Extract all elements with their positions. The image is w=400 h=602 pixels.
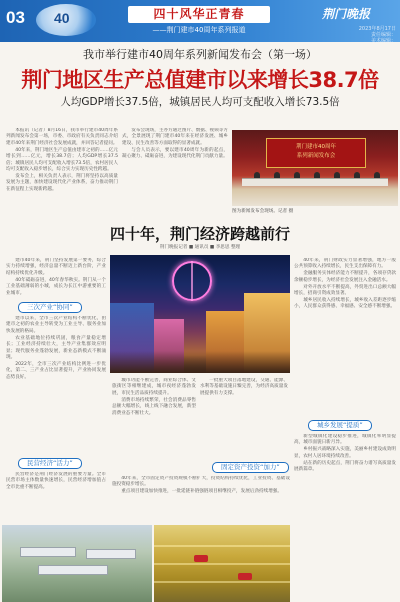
conference-screen: 荆门建市40周年 系列新闻发布会 xyxy=(266,138,366,168)
center-lower-after-badge: 40年来，全市固定资产投资规模不断扩大，投资结构持续优化，工业投资、基础设施投资稳步增长。 重点项目建设加快推进，一批延链补链强链项目相继投产，发展后劲持续增强。 xyxy=(112,476,290,495)
left-column-section2: 民营经济是荆门经济发展的重要力量。全市民营市场主体数量快速增长，民营经济增加值占全市比重不断提高。 xyxy=(6,472,106,490)
factory-roof xyxy=(20,547,76,557)
series-title: 四十风华正青春 xyxy=(128,6,270,23)
industrial-park-photo xyxy=(2,525,152,602)
feature-title: 四十年，荆门经济跨越前行 xyxy=(110,225,291,243)
middle-article: 发布会现场，主办方通过图片、数据、视频等方式，全景展现了荆门建市40年来在经济发展、城乡建设、民生改善等方面取得的显著成就。 与会人员表示，要以建市40周年为新的起点，凝心聚力、砥砺奋进，为建设现代化荆门贡献力量。 xyxy=(122,128,228,160)
badge-private-economy: 民营经济“活力” xyxy=(18,458,82,469)
center-lower-col1: 城市功能不断完善，商业综合体、文旅街区等相继建成，城市夜经济蓬勃发展，市民生活品质持续提升。 消费市场持续繁荣，社会消费品零售总额大幅增长，线上线下融合发展，新型消费业态不断壮大。 xyxy=(112,378,196,416)
headline-kicker: 我市举行建市40周年系列新闻发布会（第一场） xyxy=(83,48,317,61)
harvester-icon xyxy=(238,573,252,580)
right-column-bottom: 新型城镇化建设稳步推进，城镇化率明显提高，城市面貌日新月异。 乡村振兴战略深入实施，美丽乡村建设成效明显，农村人居环境持续改善。 站在新的历史起点，荆门将奋力谱写高质量发展新篇章。 xyxy=(294,434,396,473)
emblem-number: 40 xyxy=(54,10,70,26)
crowd-area xyxy=(110,351,290,373)
feature-byline: 荆门晚报记者 ■ 通讯员 ■ 李思思 整理 xyxy=(159,245,241,250)
series-subtitle: ——荆门建市40周年系列报道 xyxy=(152,26,246,34)
harvester-icon xyxy=(194,555,208,562)
right-column-top: 40年来，荆门财政实力显著增强，地方一般公共预算收入持续增长，民生支出保障有力。 金融服务实体经济能力不断提升，各项存贷款余额稳步增长，为经济社会发展注入金融活水。 对外开放水平不断提高，外贸进出口总额大幅增长，招商引资成效显著。 城乡居民收入持续增长，城乡收入差距逐步缩小，人民群众获得感、幸福感、安全感不断增强。 xyxy=(294,258,396,310)
photo-caption: 图为新闻发布会现场。记者 摄 xyxy=(232,209,294,214)
conference-photo xyxy=(232,130,398,206)
issue-info: 2023年8月17日 责任编辑： 美术编辑： xyxy=(358,26,396,44)
main-headline: 荆门地区生产总值建市以来增长38.7倍 xyxy=(21,68,379,92)
masthead xyxy=(0,0,400,42)
field-stripe xyxy=(154,563,290,565)
factory-roof xyxy=(38,565,108,575)
badge-urban-rural: 城乡发展“提质” xyxy=(308,420,372,431)
page-number: 03 xyxy=(6,8,25,27)
paper-name: 荆门晚报 xyxy=(322,7,371,21)
field-stripe xyxy=(154,545,290,547)
badge-industry: 三次产业“协同” xyxy=(18,302,82,313)
center-lower-col2: 一批重大项目落地建设，交通、能源、水利等基础设施日臻完善，为经济高质量发展提供有力支撑。 xyxy=(200,378,288,396)
left-column-intro: 建市40年来，荆门坚持发展第一要务，综合实力持续增强，经济总量不断迈上新台阶，产业结构持续优化升级。 40年砥砺奋进，40年春华秋实。荆门从一个工业基础薄弱的小城，成长为长江中游重要的工业城市。 xyxy=(6,258,106,296)
left-column-section1: 建市以来，全市三次产业结构不断优化，由建市之初的农业主导转变为工业主导、服务业加快发展的格局。 农业基础地位持续巩固，粮食产量稳定增长；工业经济持续壮大，主导产业集群效应明显；现代服务业蓬勃发展，新业态新模式不断涌现。 2022年，全市三次产业结构比例进一步优化，第二、三产业占比显著提升，产业协同发展态势良好。 xyxy=(6,316,106,380)
ferris-wheel-spoke xyxy=(191,261,193,301)
badge-investment: 固定资产投资“加力” xyxy=(212,462,289,473)
headline-subhead: 人均GDP增长37.5倍，城镇居民人均可支配收入增长73.5倍 xyxy=(60,96,340,108)
factory-roof xyxy=(86,549,136,559)
lead-article: 本报讯（记者）8月16日，我市举行建市40周年系列新闻发布会第一场，市委、市政府有关负责同志介绍建市40年来荆门经济社会发展成就，并回答记者提问。 40年来，荆门地区生产总值由建市之初的……亿元增长到……亿元，增长38.7倍；人均GDP增长37.5倍；城镇居民人均可支配收入增长73.5倍，农村居民人均可支配收入稳步增长，综合实力实现历史性跨越。 发布会上，相关负责人表示，荆门将坚持以高质量发展为主题，加快建设现代化产业体系，奋力推动荆门在新征程上实现新跨越。 xyxy=(6,128,118,192)
field-stripe xyxy=(154,581,290,583)
conference-table xyxy=(242,178,388,186)
city-night-photo xyxy=(110,255,290,373)
harvest-field-photo xyxy=(154,525,290,602)
